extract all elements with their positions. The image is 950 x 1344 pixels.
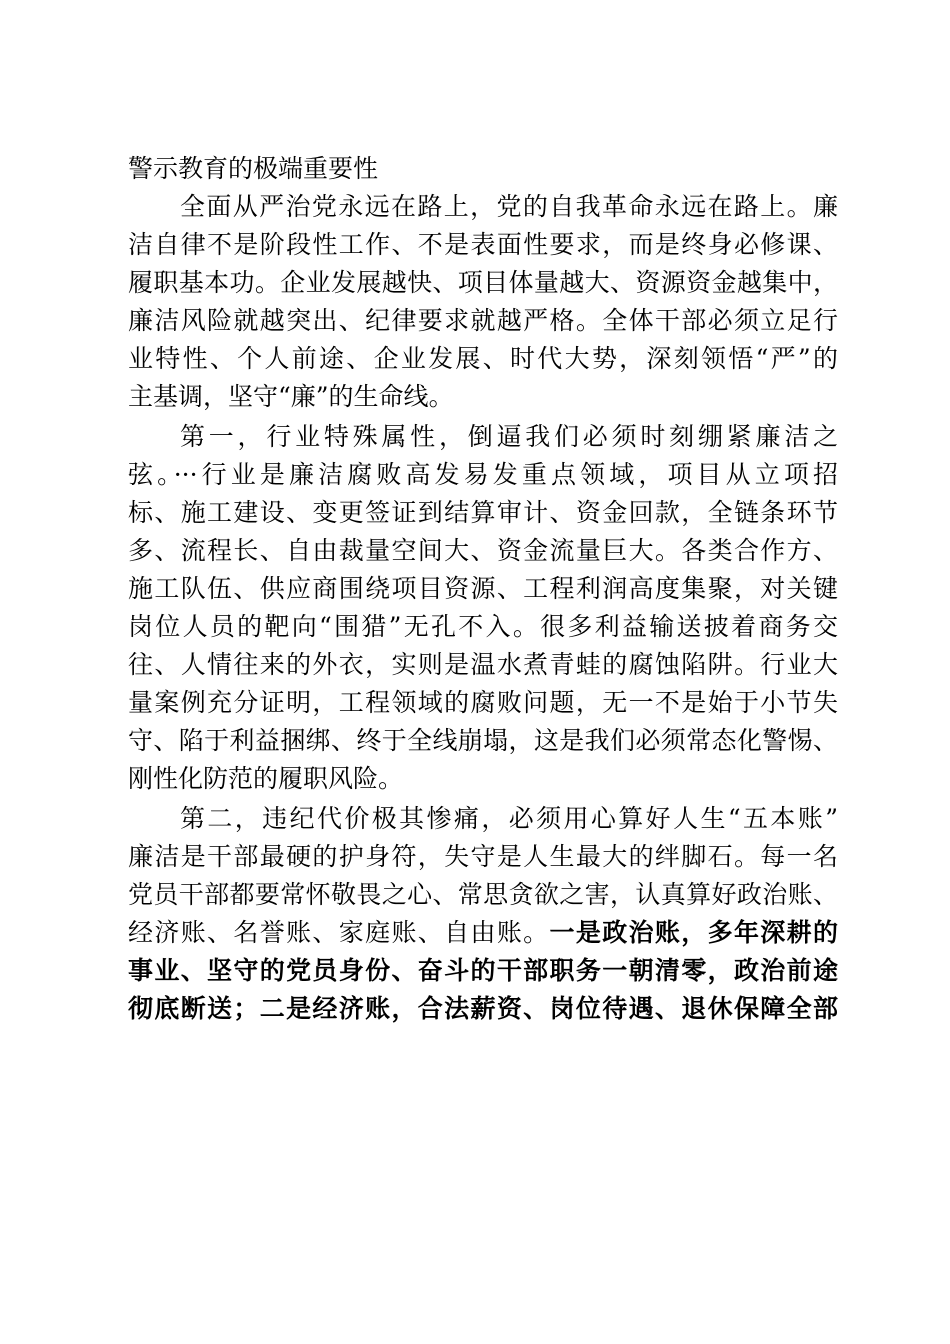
text-line: 全面从严治党永远在路上，党的自我革命永远在路上。廉 bbox=[180, 192, 838, 221]
text-line: 廉洁风险就越突出、纪律要求就越严格。全体干部必须立足行 bbox=[128, 306, 838, 335]
text-line: 往、人情往来的外衣，实则是温水煮青蛙的腐蚀陷阱。行业大 bbox=[128, 650, 838, 679]
bold-text-line: 彻底断送；二是经济账，合法薪资、岗位待遇、退休保障全部 bbox=[128, 994, 838, 1023]
bold-text-run: 一是政治账，多年深耕的 bbox=[549, 918, 838, 947]
text-run: 经济账、名誉账、家庭账、自由账。 bbox=[128, 918, 550, 947]
text-line: 刚性化防范的履职风险。 bbox=[128, 764, 404, 793]
paragraph-3 bbox=[128, 800, 838, 1028]
text-line: 第一，行业特殊属性，倒逼我们必须时刻绷紧廉洁之 bbox=[180, 422, 838, 451]
text-line: 弦。···行业是廉洁腐败高发易发重点领域，项目从立项招 bbox=[128, 460, 838, 489]
text-line: 标、施工建设、变更签证到结算审计、资金回款，全链条环节 bbox=[128, 498, 838, 527]
section-heading: 警示教育的极端重要性 bbox=[128, 154, 379, 183]
text-line: 业特性、个人前途、企业发展、时代大势，深刻领悟“严”的 bbox=[128, 344, 838, 373]
text-line: 多、流程长、自由裁量空间大、资金流量巨大。各类合作方、 bbox=[128, 536, 838, 565]
text-line: 施工队伍、供应商围绕项目资源、工程利润高度集聚，对关键 bbox=[128, 574, 838, 603]
text-line: 守、陷于利益捆绑、终于全线崩塌，这是我们必须常态化警惕、 bbox=[128, 726, 838, 755]
bold-text-line: 事业、坚守的党员身份、奋斗的干部职务一朝清零，政治前途 bbox=[128, 956, 838, 985]
text-line: 洁自律不是阶段性工作、不是表面性要求，而是终身必修课、 bbox=[128, 230, 838, 259]
text-line: 岗位人员的靶向“围猎”无孔不入。很多利益输送披着商务交 bbox=[128, 612, 838, 641]
paragraph-1 bbox=[128, 188, 838, 416]
document-page bbox=[128, 150, 838, 1028]
text-line-mixed bbox=[128, 914, 838, 952]
text-line: 履职基本功。企业发展越快、项目体量越大、资源资金越集中， bbox=[128, 268, 838, 297]
text-line: 廉洁是干部最硬的护身符，失守是人生最大的绊脚石。每一名 bbox=[128, 842, 838, 871]
paragraph-2 bbox=[128, 418, 838, 798]
text-line: 量案例充分证明，工程领域的腐败问题，无一不是始于小节失 bbox=[128, 688, 838, 717]
text-line: 第二，违纪代价极其惨痛，必须用心算好人生“五本账” bbox=[180, 804, 838, 833]
text-line: 党员干部都要常怀敬畏之心、常思贪欲之害，认真算好政治账、 bbox=[128, 880, 838, 909]
text-line: 主基调，坚守“廉”的生命线。 bbox=[128, 382, 454, 411]
